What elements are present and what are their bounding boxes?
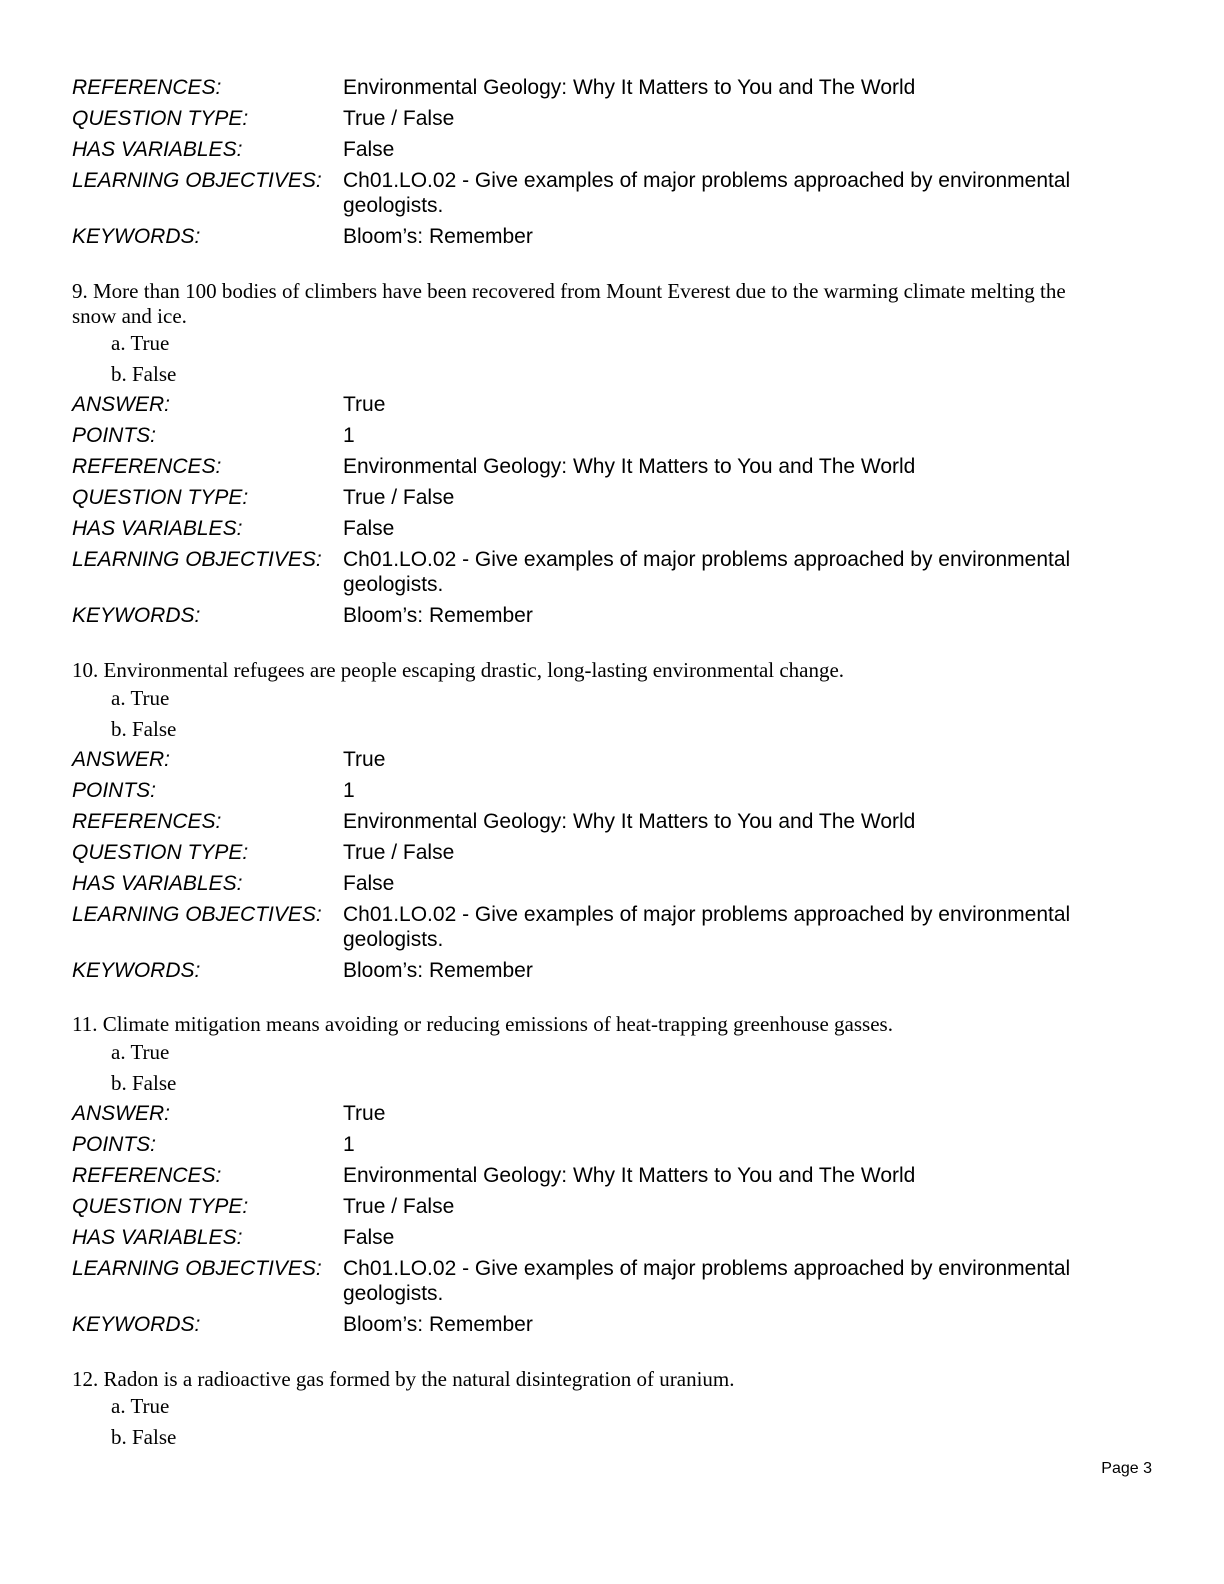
answer-value: True [343, 1102, 386, 1125]
references-label: REFERENCES: [72, 455, 222, 478]
question-9-metadata [72, 389, 1152, 631]
has-variables-label: HAS VARIABLES: [72, 138, 243, 161]
keywords-value: Bloom’s: Remember [343, 959, 533, 982]
answer-label: ANSWER: [72, 1102, 171, 1125]
keywords-value: Bloom’s: Remember [343, 604, 533, 627]
references-row [72, 451, 1152, 482]
references-value: Environmental Geology: Why It Matters to You and The World [343, 810, 916, 833]
has-variables-value: False [343, 138, 395, 161]
keywords-label: KEYWORDS: [72, 604, 201, 627]
question-type-row [72, 1191, 1152, 1222]
option-b: b. False [111, 1071, 177, 1095]
keywords-value: Bloom’s: Remember [343, 1313, 533, 1336]
question-12-text: 12. Radon is a radioactive gas formed by the natural disintegration of uranium. [72, 1367, 735, 1391]
question-type-label: QUESTION TYPE: [72, 841, 249, 864]
points-row [72, 1129, 1152, 1160]
question-type-row [72, 837, 1152, 868]
has-variables-label: HAS VARIABLES: [72, 1226, 243, 1249]
question-type-row [72, 103, 1152, 134]
references-label: REFERENCES: [72, 810, 222, 833]
references-label: REFERENCES: [72, 76, 222, 99]
option-b: b. False [111, 1425, 177, 1449]
question-11-metadata [72, 1098, 1152, 1340]
points-label: POINTS: [72, 424, 157, 447]
keywords-row [72, 955, 1152, 986]
keywords-label: KEYWORDS: [72, 225, 201, 248]
question-10-options [111, 683, 176, 745]
learning-objectives-value: Ch01.LO.02 - Give examples of major problems approached by environmental geologists. [343, 1257, 1071, 1305]
learning-objectives-label: LEARNING OBJECTIVES: [72, 1257, 322, 1280]
keywords-label: KEYWORDS: [72, 1313, 201, 1336]
question-type-row [72, 482, 1152, 513]
learning-objectives-value: Ch01.LO.02 - Give examples of major problems approached by environmental geologists. [343, 548, 1071, 596]
references-row [72, 806, 1152, 837]
has-variables-label: HAS VARIABLES: [72, 517, 243, 540]
points-value: 1 [343, 1133, 355, 1156]
question-11-options [111, 1037, 176, 1099]
question-12-options [111, 1391, 176, 1453]
has-variables-label: HAS VARIABLES: [72, 872, 243, 895]
option-a: a. True [111, 331, 170, 355]
page-number: Page 3 [1101, 1460, 1152, 1477]
references-label: REFERENCES: [72, 1164, 222, 1187]
question-8-metadata [72, 72, 1152, 252]
option-a: a. True [111, 1394, 170, 1418]
question-9-text: 9. More than 100 bodies of climbers have been recovered from Mount Everest due to the warming climate melting the snow and ice. [72, 279, 1066, 328]
keywords-row [72, 221, 1152, 252]
answer-row [72, 389, 1152, 420]
learning-objectives-label: LEARNING OBJECTIVES: [72, 903, 322, 926]
learning-objectives-label: LEARNING OBJECTIVES: [72, 548, 322, 571]
references-row [72, 72, 1152, 103]
learning-objectives-row [72, 899, 1152, 955]
keywords-label: KEYWORDS: [72, 959, 201, 982]
answer-row [72, 1098, 1152, 1129]
option-a: a. True [111, 1040, 170, 1064]
question-type-value: True / False [343, 486, 455, 509]
question-10-text: 10. Environmental refugees are people escaping drastic, long-lasting environmental change. [72, 658, 845, 682]
has-variables-row [72, 1222, 1152, 1253]
answer-row [72, 744, 1152, 775]
question-10-metadata [72, 744, 1152, 986]
points-label: POINTS: [72, 1133, 157, 1156]
option-b: b. False [111, 362, 177, 386]
learning-objectives-row [72, 544, 1152, 600]
references-value: Environmental Geology: Why It Matters to You and The World [343, 1164, 916, 1187]
question-type-label: QUESTION TYPE: [72, 107, 249, 130]
keywords-row [72, 600, 1152, 631]
question-9-options [111, 328, 176, 390]
learning-objectives-value: Ch01.LO.02 - Give examples of major problems approached by environmental geologists. [343, 169, 1071, 217]
references-value: Environmental Geology: Why It Matters to You and The World [343, 76, 916, 99]
question-type-value: True / False [343, 107, 455, 130]
has-variables-row [72, 134, 1152, 165]
learning-objectives-row [72, 165, 1152, 221]
learning-objectives-row [72, 1253, 1152, 1309]
question-type-label: QUESTION TYPE: [72, 486, 249, 509]
has-variables-value: False [343, 517, 395, 540]
points-label: POINTS: [72, 779, 157, 802]
points-row [72, 775, 1152, 806]
keywords-value: Bloom’s: Remember [343, 225, 533, 248]
has-variables-value: False [343, 872, 395, 895]
answer-label: ANSWER: [72, 393, 171, 416]
points-value: 1 [343, 424, 355, 447]
points-row [72, 420, 1152, 451]
answer-value: True [343, 393, 386, 416]
question-type-label: QUESTION TYPE: [72, 1195, 249, 1218]
has-variables-row [72, 868, 1152, 899]
answer-label: ANSWER: [72, 748, 171, 771]
answer-value: True [343, 748, 386, 771]
references-row [72, 1160, 1152, 1191]
question-type-value: True / False [343, 1195, 455, 1218]
points-value: 1 [343, 779, 355, 802]
question-type-value: True / False [343, 841, 455, 864]
option-b: b. False [111, 717, 177, 741]
keywords-row [72, 1309, 1152, 1340]
option-a: a. True [111, 686, 170, 710]
references-value: Environmental Geology: Why It Matters to You and The World [343, 455, 916, 478]
has-variables-row [72, 513, 1152, 544]
learning-objectives-value: Ch01.LO.02 - Give examples of major problems approached by environmental geologists. [343, 903, 1071, 951]
has-variables-value: False [343, 1226, 395, 1249]
learning-objectives-label: LEARNING OBJECTIVES: [72, 169, 322, 192]
question-11-text: 11. Climate mitigation means avoiding or reducing emissions of heat-trapping greenhouse gasses. [72, 1012, 893, 1036]
